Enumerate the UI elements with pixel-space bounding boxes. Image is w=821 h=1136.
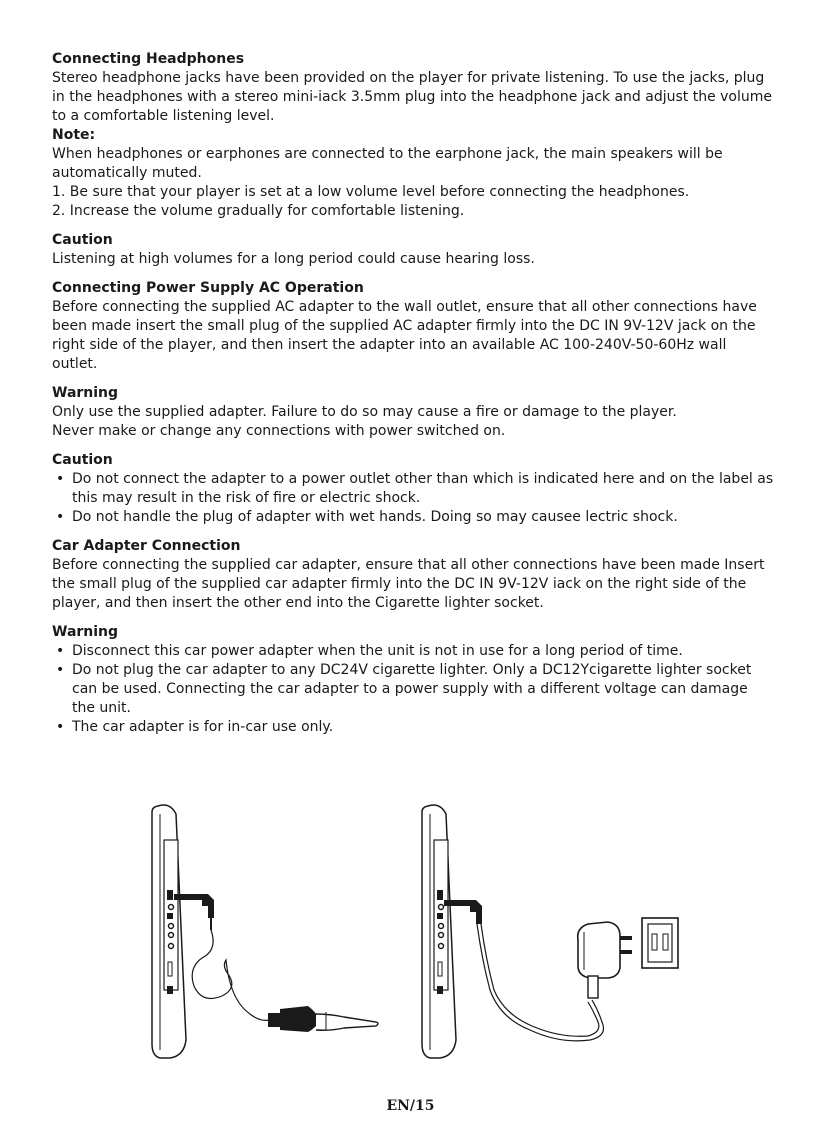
list-item: • Do not connect the adapter to a power outlet other than which is indicated here and on the label as this may result in the risk of fire or electric shock. (52, 470, 774, 508)
list-item: • The car adapter is for in-car use only. (52, 718, 774, 737)
car-body: Before connecting the supplied car adapter, ensure that all other connections have been made Insert the small plug of the supplied car adapter firmly into the DC IN 9V-12V iack on the right side of the player, and then insert the other end into the Cigarette lighter socket. (52, 557, 765, 611)
note-item: 2. Increase the volume gradually for comfortable listening. (52, 203, 465, 219)
warning-line: Only use the supplied adapter. Failure to do so may cause a fire or damage to the player. (52, 404, 677, 420)
warning-line: Never make or change any connections with power switched on. (52, 423, 506, 439)
note-item: 1. Be sure that your player is set at a low volume level before connecting the headphones. (52, 184, 690, 200)
warning-title: Warning (52, 624, 119, 640)
car-title: Car Adapter Connection (52, 538, 241, 554)
caution-title: Caution (52, 452, 113, 468)
headphones-body: Stereo headphone jacks have been provided on the player for private listening. To use the jacks, plug in the headphones with a stereo mini-iack 3.5mm plug into the headphone jack and adjust the volume to a comfortable listening level. (52, 70, 773, 124)
note-title: Note: (52, 127, 96, 143)
headphones-title: Connecting Headphones (52, 51, 245, 67)
caution-title: Caution (52, 232, 113, 248)
caution-list (52, 470, 774, 527)
warning-list (52, 642, 774, 737)
player-ac-adapter-illustration (422, 805, 678, 1058)
connection-illustrations (130, 800, 690, 1070)
player-car-adapter-illustration (152, 805, 378, 1058)
warning-title: Warning (52, 385, 119, 401)
power-body: Before connecting the supplied AC adapter to the wall outlet, ensure that all other connections have been made insert the small plug of the supplied AC adapter firmly into the DC IN 9V-12V jack on the right side of the player, and then insert the adapter into an available AC 100-240V-50-60Hz wall outlet. (52, 299, 757, 372)
page-content (52, 50, 774, 737)
note-body: When headphones or earphones are connected to the earphone jack, the main speakers will be automatically muted. (52, 146, 723, 181)
list-item: • Do not handle the plug of adapter with wet hands. Doing so may causee lectric shock. (52, 508, 774, 527)
caution-body: Listening at high volumes for a long period could cause hearing loss. (52, 251, 535, 267)
list-item: • Do not plug the car adapter to any DC24V cigarette lighter. Only a DC12Ycigarette lighter socket can be used. Connecting the car adapter to a power supply with a different voltage can damage the unit. (52, 661, 774, 718)
page-number: EN/15 (386, 1098, 435, 1114)
power-title: Connecting Power Supply AC Operation (52, 280, 364, 296)
list-item: • Disconnect this car power adapter when the unit is not in use for a long period of time. (52, 642, 774, 661)
